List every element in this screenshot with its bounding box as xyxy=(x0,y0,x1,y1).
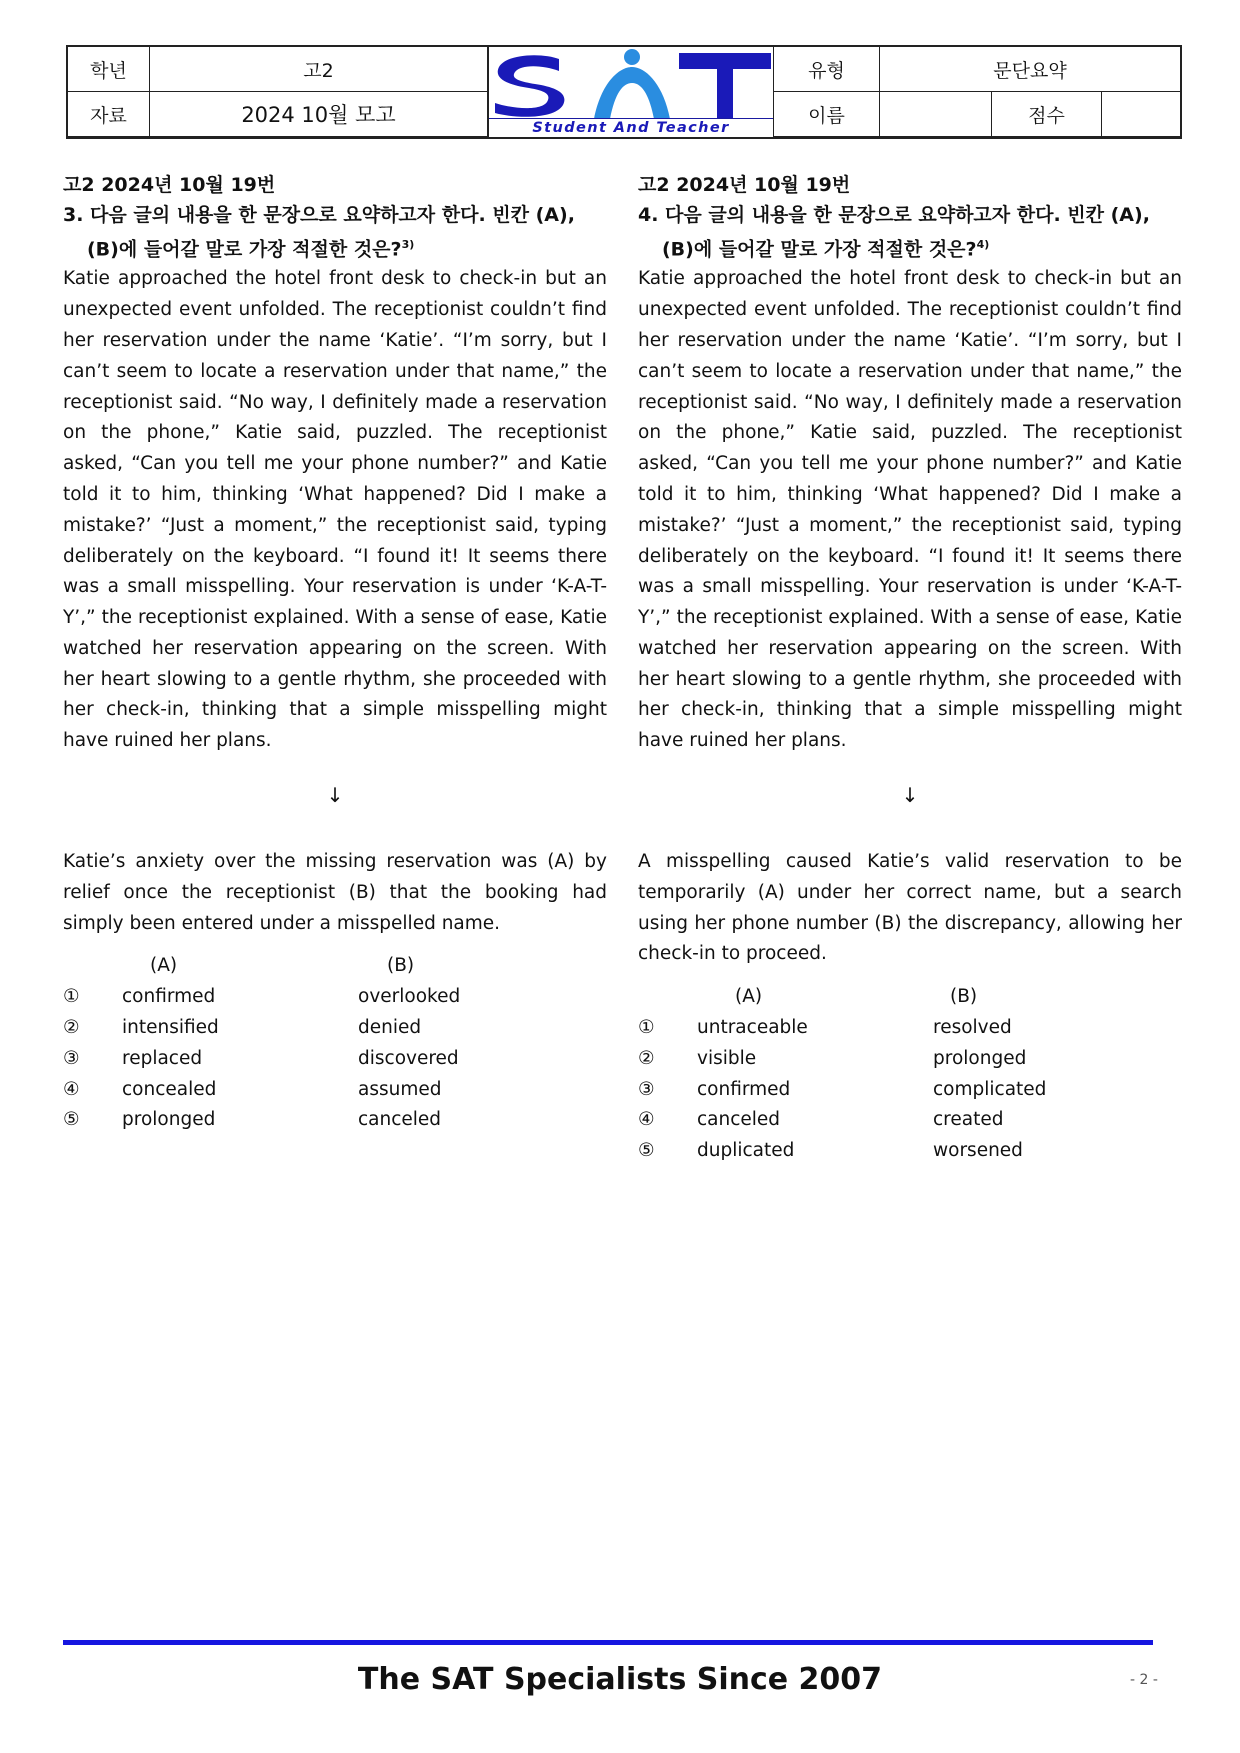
footer-tagline: The SAT Specialists Since 2007 xyxy=(357,1662,883,1697)
options-header xyxy=(63,951,607,982)
question-source: 고2 2024년 10월 19번 xyxy=(63,174,276,196)
passage: Katie approached the hotel front desk to check-in but an unexpected event unfolded. The receptionist couldn’t find her reservation under the name ‘Katie’. “I’m sorry, but I can’t seem to locate a reservation under that name,” the receptionist said. “No way, I definitely made a reservation on the phone,” Katie said, puzzled. The receptionist asked, “Can you tell me your phone number?” and Katie told it to him, thinking ‘What happened? Did I make a mistake?’ “Just a moment,” the receptionist said, typing deliberately on the keyboard. “I found it! It seems there was a small misspelling. Your reservation is under ‘K-A-T-Y’,” the receptionist explained. With a sense of ease, Katie watched her reservation appearing on the screen. With her heart slowing to a gentle rhythm, she proceeded with her check-in, thinking that a simple misspelling might have ruined her plans. xyxy=(638,268,1182,752)
option-b: prolonged xyxy=(933,1047,1027,1069)
question-source: 고2 2024년 10월 19번 xyxy=(638,174,851,196)
source-label: 자료 xyxy=(68,92,150,137)
answer-options xyxy=(63,951,607,1136)
question-title xyxy=(638,200,1182,264)
grade-value: 고2 xyxy=(150,47,488,92)
question-title-line2: (B)에 들어갈 말로 가장 적절한 것은? xyxy=(662,238,977,261)
column-b-header: (B) xyxy=(950,986,978,1008)
type-label: 유형 xyxy=(774,47,880,92)
option-2[interactable] xyxy=(638,1044,1182,1075)
question-title-line2: (B)에 들어갈 말로 가장 적절한 것은? xyxy=(87,238,402,261)
option-a: replaced xyxy=(122,1047,203,1069)
option-number: ③ xyxy=(63,1047,80,1069)
score-label: 점수 xyxy=(992,92,1102,137)
down-arrow-icon: ↓ xyxy=(901,783,919,808)
question-title xyxy=(63,200,607,264)
option-b: created xyxy=(933,1109,1004,1131)
option-number: ④ xyxy=(638,1109,655,1131)
option-number: ② xyxy=(638,1047,655,1069)
down-arrow-icon: ↓ xyxy=(326,783,344,808)
grade-label: 학년 xyxy=(68,47,150,92)
column-a-header: (A) xyxy=(150,955,178,977)
option-number: ① xyxy=(638,1017,655,1039)
option-a: intensified xyxy=(122,1017,219,1039)
option-a: confirmed xyxy=(122,986,216,1008)
option-a: canceled xyxy=(697,1109,781,1131)
option-a: prolonged xyxy=(122,1109,216,1131)
type-value: 문단요약 xyxy=(880,47,1180,92)
passage: Katie approached the hotel front desk to check-in but an unexpected event unfolded. The receptionist couldn’t find her reservation under the name ‘Katie’. “I’m sorry, but I can’t seem to locate a reservation under that name,” the receptionist said. “No way, I definitely made a reservation on the phone,” Katie said, puzzled. The receptionist asked, “Can you tell me your phone number?” and Katie told it to him, thinking ‘What happened? Did I make a mistake?’ “Just a moment,” the receptionist said, typing deliberately on the keyboard. “I found it! It seems there was a small misspelling. Your reservation is under ‘K-A-T-Y’,” the receptionist explained. With a sense of ease, Katie watched her reservation appearing on the screen. With her heart slowing to a gentle rhythm, she proceeded with her check-in, thinking that a simple misspelling might have ruined her plans. xyxy=(63,268,607,752)
option-number: ② xyxy=(63,1017,80,1039)
logo-subtitle: Student And Teacher xyxy=(489,118,773,137)
option-a: duplicated xyxy=(697,1140,795,1162)
score-field[interactable] xyxy=(1102,92,1180,137)
option-5[interactable] xyxy=(63,1105,607,1136)
option-4[interactable] xyxy=(638,1105,1182,1136)
option-b: canceled xyxy=(358,1109,442,1131)
option-b: overlooked xyxy=(358,986,461,1008)
page-number: - 2 - xyxy=(1130,1672,1158,1688)
option-a: visible xyxy=(697,1047,757,1069)
name-field[interactable] xyxy=(880,92,992,137)
question-title-line1: 3. 다음 글의 내용을 한 문장으로 요약하고자 한다. 빈칸 (A), xyxy=(63,204,575,226)
column-a-header: (A) xyxy=(735,986,763,1008)
sat-logo-graphic xyxy=(489,47,774,119)
option-4[interactable] xyxy=(63,1075,607,1106)
option-3[interactable] xyxy=(63,1044,607,1075)
option-3[interactable] xyxy=(638,1075,1182,1106)
question-title-line1: 4. 다음 글의 내용을 한 문장으로 요약하고자 한다. 빈칸 (A), xyxy=(638,204,1150,226)
question-4 xyxy=(638,170,1182,1167)
header-table xyxy=(66,45,1182,139)
option-b: complicated xyxy=(933,1078,1047,1100)
source-value: 2024 10월 모고 xyxy=(150,92,488,137)
answer-options xyxy=(638,982,1182,1167)
footnote-marker: 4) xyxy=(976,238,990,251)
sat-logo xyxy=(488,47,774,137)
footer-divider xyxy=(63,1640,1153,1645)
option-a: untraceable xyxy=(697,1017,808,1039)
option-a: concealed xyxy=(122,1078,217,1100)
name-label: 이름 xyxy=(774,92,880,137)
option-b: resolved xyxy=(933,1017,1012,1039)
option-b: denied xyxy=(358,1017,422,1039)
option-number: ⑤ xyxy=(638,1140,655,1162)
summary-sentence: Katie’s anxiety over the missing reservation was (A) by relief once the receptionist (B) that the booking had simply been entered under a misspelled name. xyxy=(63,851,607,934)
option-5[interactable] xyxy=(638,1136,1182,1167)
question-3 xyxy=(63,170,607,1136)
option-b: assumed xyxy=(358,1078,442,1100)
option-1[interactable] xyxy=(63,982,607,1013)
summary-sentence: A misspelling caused Katie’s valid reservation to be temporarily (A) under her correct name, but a search using her phone number (B) the discrepancy, allowing her check-in to proceed. xyxy=(638,851,1182,965)
footnote-marker: 3) xyxy=(401,238,415,251)
option-b: discovered xyxy=(358,1047,459,1069)
option-number: ④ xyxy=(63,1078,80,1100)
option-1[interactable] xyxy=(638,1013,1182,1044)
options-header xyxy=(638,982,1182,1013)
option-2[interactable] xyxy=(63,1013,607,1044)
option-b: worsened xyxy=(933,1140,1023,1162)
option-number: ① xyxy=(63,986,80,1008)
option-number: ⑤ xyxy=(63,1109,80,1131)
column-b-header: (B) xyxy=(387,955,415,977)
option-a: confirmed xyxy=(697,1078,791,1100)
option-number: ③ xyxy=(638,1078,655,1100)
